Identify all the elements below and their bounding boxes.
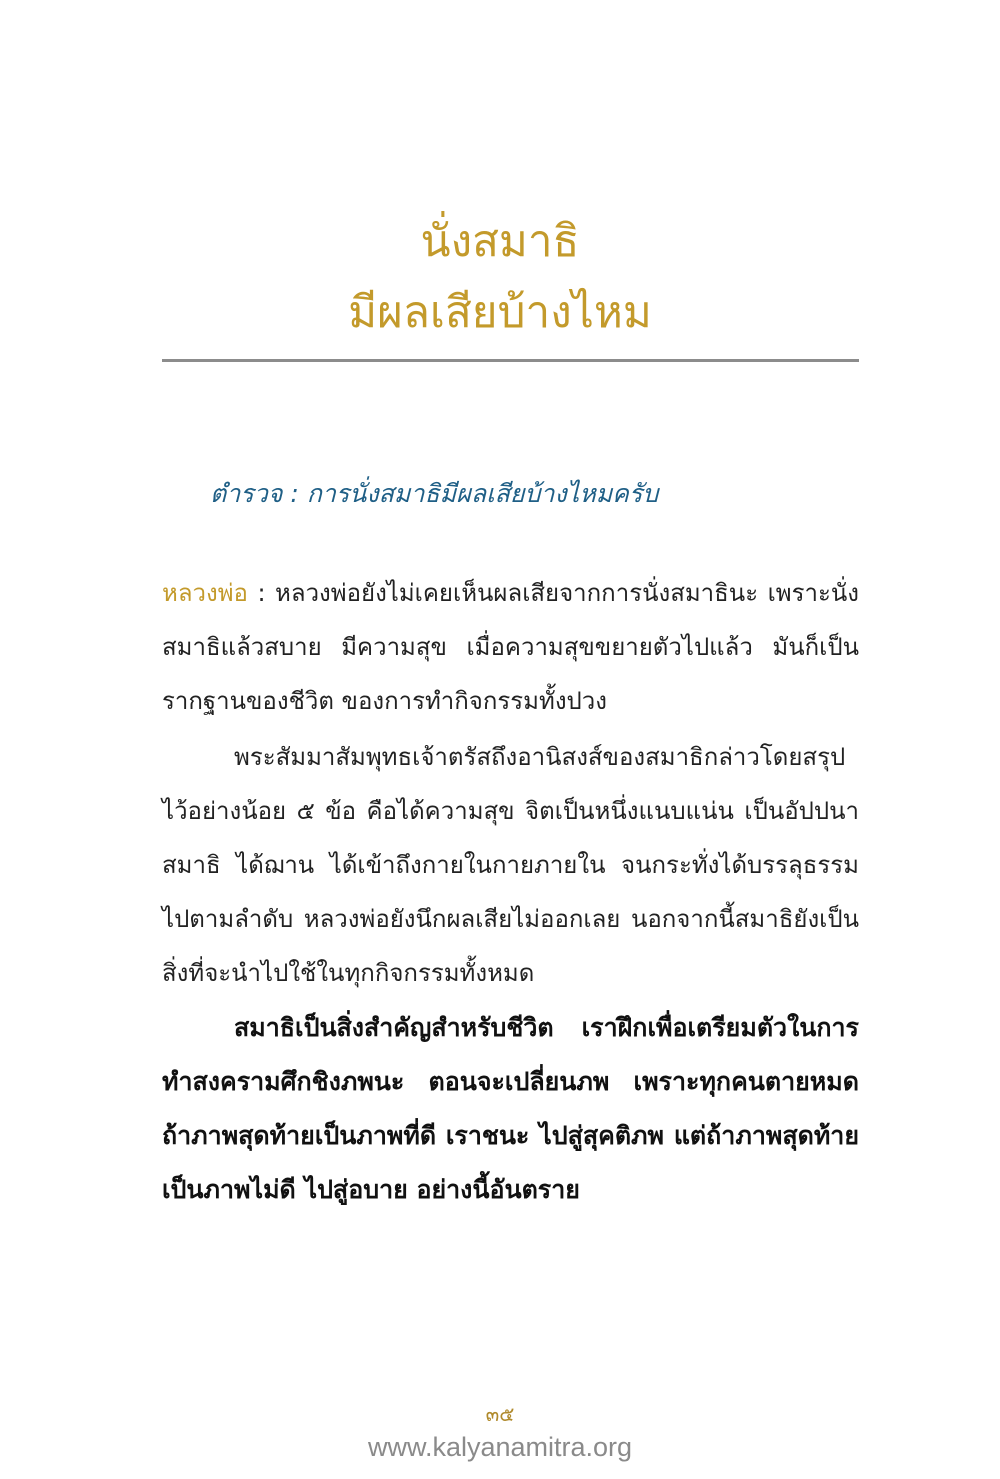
answer-paragraph-1 xyxy=(162,566,859,728)
page-title-line-1: นั่งสมาธิ xyxy=(420,216,580,267)
page-number: ๓๕ xyxy=(485,1402,515,1426)
answer-paragraph-3-bold: สมาธิเป็นสิ่งสำคัญสำหรับชีวิต เราฝึกเพื่อเตรียมตัวในการทำสงครามศึกชิงภพนะ ตอนจะเปลี่ยนภพ เพราะทุกคนตายหมด ถ้าภาพสุดท้ายเป็นภาพที่ดี เราชนะ ไปสู่สุคติภพ แต่ถ้าภาพสุดท้าย เป็นภาพไม่ดี ไปสู่อบาย อย่างนี้อันตราย xyxy=(162,1013,859,1204)
speaker-separator: : xyxy=(247,579,276,607)
title-divider xyxy=(162,359,859,362)
answer-paragraph-1-text: หลวงพ่อยังไม่เคยเห็นผลเสียจากการนั่งสมาธินะ เพราะนั่งสมาธิแล้วสบาย มีความสุข เมื่อความสุขขยายตัวไปแล้ว มันก็เป็นรากฐานของชีวิต ของการทำกิจกรรมทั้งปวง xyxy=(162,579,859,715)
speaker-label: หลวงพ่อ xyxy=(162,579,248,607)
website-footer: www.kalyanamitra.org xyxy=(367,1432,633,1462)
page-title-line-2: มีผลเสียบ้างไหม xyxy=(348,287,652,338)
answer-paragraph-2: พระสัมมาสัมพุทธเจ้าตรัสถึงอานิสงส์ของสมาธิกล่าวโดยสรุปไว้อย่างน้อย ๕ ข้อ คือได้ความสุข จิตเป็นหนึ่งแนบแน่น เป็นอัปปนาสมาธิ ได้ฌาน ได้เข้าถึงกายในกายภายใน จนกระทั่งได้บรรลุธรรมไปตามลำดับ หลวงพ่อยังนึกผลเสียไม่ออกเลย นอกจากนี้สมาธิยังเป็นสิ่งที่จะนำไปใช้ในทุกกิจกรรมทั้งหมด xyxy=(162,743,859,987)
question-text: ตำรวจ : การนั่งสมาธิมีผลเสียบ้างไหมครับ xyxy=(210,479,659,508)
